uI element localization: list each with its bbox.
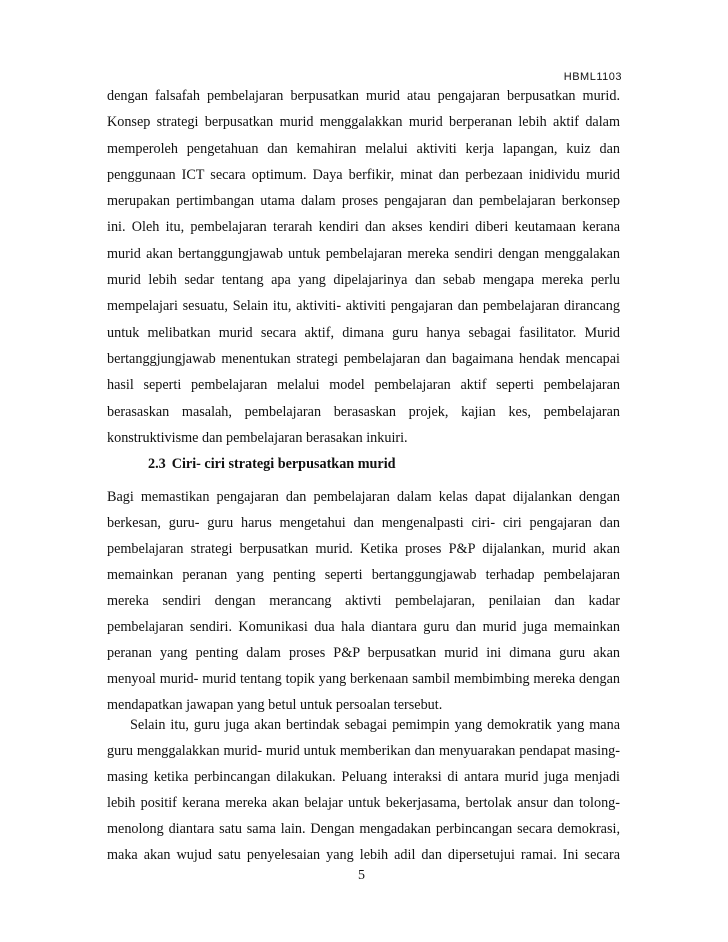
paragraph-line: dengan falsafah pembelajaran berpusatkan murid atau pengajaran berpusatkan murid. xyxy=(107,88,620,104)
paragraph-line: menolong diantara satu sama lain. Dengan mengadakan perbincangan secara demokrasi, xyxy=(107,821,620,837)
paragraph-line: Konsep strategi berpusatkan murid menggalakkan murid berperanan lebih aktif dalam xyxy=(107,114,620,131)
paragraph-1 xyxy=(107,83,620,451)
paragraph-line: merupakan pertimbangan utama dalam proses pengajaran dan pembelajaran berkonsep xyxy=(107,193,620,210)
paragraph-line: maka akan wujud satu penyelesaian yang lebih adil dan dipersetujui ramai. Ini secara xyxy=(107,847,620,863)
paragraph-line: guru menggalakkan murid- murid untuk memberikan dan menyuarakan pendapat masing- xyxy=(107,743,620,759)
paragraph-line: mempelajari sesuatu, Selain itu, aktiviti- aktiviti pengajaran dan pembelajaran dirancang xyxy=(107,298,620,315)
paragraph-line: lebih positif kerana mereka akan belajar untuk bekerjasama, bertolak ansur dan tolong- xyxy=(107,795,620,811)
course-code-header: HBML1103 xyxy=(563,71,622,83)
paragraph-line: memperoleh pengetahuan dan kemahiran melalui aktiviti kerja lapangan, kuiz dan xyxy=(107,140,620,157)
paragraph-line: ini. Oleh itu, pembelajaran terarah kendiri dan akses kendiri diberi keutamaan kerana xyxy=(107,219,620,236)
paragraph-3 xyxy=(107,712,620,868)
paragraph-line: memainkan peranan yang penting seperti bertanggungjawab terhadap pembelajaran xyxy=(107,567,620,583)
page-number: 5 xyxy=(358,868,365,883)
paragraph-line: mereka sendiri dengan merancang aktivti pembelajaran, penilaian dan kadar xyxy=(107,593,620,609)
paragraph-line: berkesan, guru- guru harus mengetahui dan mengenalpasti ciri- ciri pengajaran dan xyxy=(107,515,620,531)
paragraph-line: pembelajaran strategi berpusatkan murid. Ketika proses P&P dijalankan, murid akan xyxy=(107,541,620,557)
paragraph-line: peranan yang penting dalam proses P&P berpusatkan murid ini dimana guru akan xyxy=(107,645,620,661)
paragraph-line: murid lebih sedar tentang apa yang dipelajarinya dan sebab mengapa mereka perlu xyxy=(107,272,620,289)
paragraph-line: pembelajaran sendiri. Komunikasi dua hala diantara guru dan murid juga memainkan xyxy=(107,619,620,635)
paragraph-line: penggunaan ICT secara optimum. Daya berfikir, minat dan perbezaan inidividu murid xyxy=(107,166,620,183)
section-number: 2.3 xyxy=(148,456,166,472)
paragraph-line: menyoal murid- murid tentang topik yang berkenaan sambil membimbing mereka dengan xyxy=(107,671,620,687)
paragraph-line: konstruktivisme dan pembelajaran berasakan inkuiri. xyxy=(107,429,408,446)
paragraph-line: berasaskan masalah, pembelajaran berasaskan projek, kajian kes, pembelajaran xyxy=(107,403,620,420)
paragraph-line: hasil seperti pembelajaran melalui model pembelajaran aktif seperti pembelajaran xyxy=(107,377,620,394)
paragraph-line: bertanggjungjawab menentukan strategi pembelajaran dan bagaimana hendak mencapai xyxy=(107,350,620,367)
section-heading xyxy=(148,456,396,473)
paragraph-line: untuk melibatkan murid secara aktif, dimana guru hanya sebagai fasilitator. Murid xyxy=(107,324,620,341)
paragraph-line: masing ketika perbincangan dilakukan. Peluang interaksi di antara murid juga menjadi xyxy=(107,769,620,785)
paragraph-line: Selain itu, guru juga akan bertindak sebagai pemimpin yang demokratik yang mana xyxy=(130,717,620,733)
paragraph-line: mendapatkan jawapan yang betul untuk persoalan tersebut. xyxy=(107,697,443,713)
paragraph-2 xyxy=(107,484,620,718)
paragraph-line: Bagi memastikan pengajaran dan pembelajaran dalam kelas dapat dijalankan dengan xyxy=(107,489,620,505)
paragraph-line: murid akan bertanggungjawab untuk pembelajaran mereka sendiri dengan menggalakan xyxy=(107,245,620,262)
section-title: Ciri- ciri strategi berpusatkan murid xyxy=(171,456,396,472)
